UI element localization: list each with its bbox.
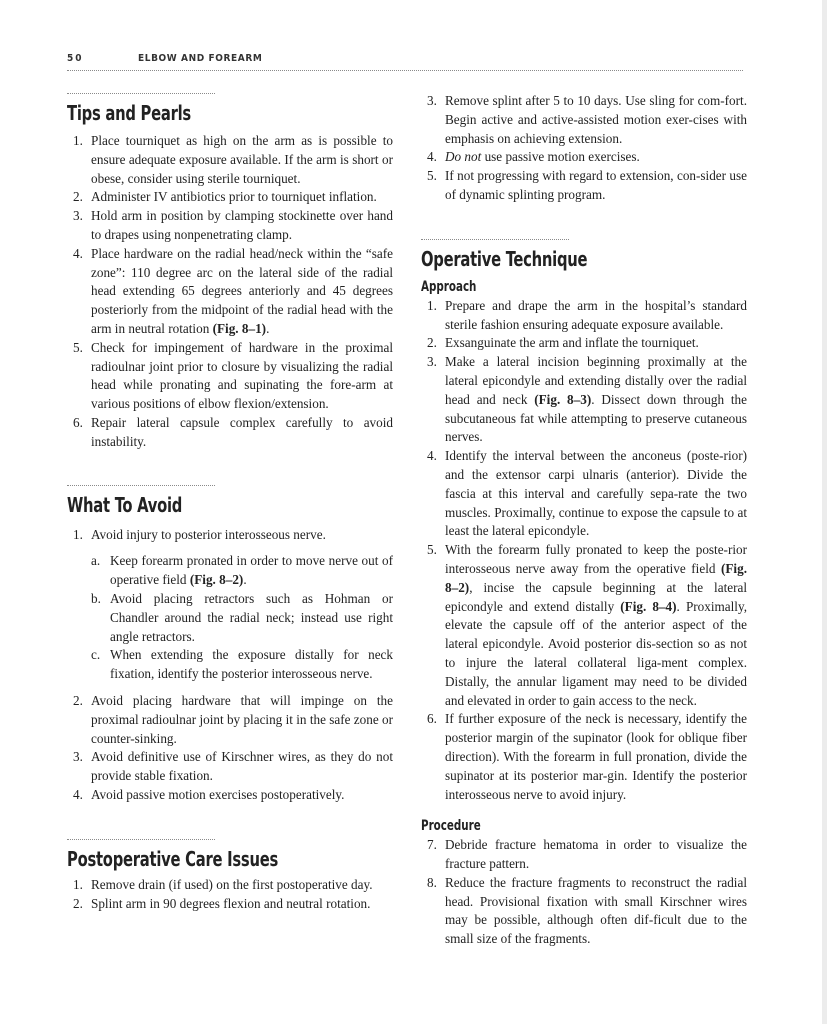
what-to-avoid-section xyxy=(67,485,393,805)
item-text: If not progressing with regard to extension, con-sider use of dynamic splinting program. xyxy=(445,168,747,202)
list-item xyxy=(67,245,393,339)
list-item xyxy=(421,334,747,353)
right-column xyxy=(421,92,747,949)
subsection-title-procedure: Procedure xyxy=(421,818,481,835)
figure-reference: (Fig. 8–1) xyxy=(212,320,267,336)
emphasis-text: Do not xyxy=(445,149,482,165)
section-divider xyxy=(421,239,569,240)
list-item xyxy=(67,414,393,452)
list-item xyxy=(421,836,747,874)
list-item xyxy=(67,552,393,590)
item-number: 3. xyxy=(73,749,83,765)
list-item xyxy=(421,167,747,205)
section-title: Tips and Pearls xyxy=(67,101,191,125)
page-number: 50 xyxy=(67,53,84,64)
item-number: 2. xyxy=(73,895,83,911)
item-text: Administer IV antibiotics prior to tourniquet inflation. xyxy=(91,189,377,205)
item-number: 4. xyxy=(73,786,83,802)
operative-technique-section xyxy=(421,239,747,949)
item-number: 2. xyxy=(73,189,83,205)
figure-reference: (Fig. 8–2) xyxy=(189,572,244,588)
figure-reference: (Fig. 8–3) xyxy=(534,391,592,407)
chapter-title: ELBOW AND FOREARM xyxy=(138,53,263,64)
section-divider xyxy=(67,485,215,486)
list-item xyxy=(421,353,747,447)
item-text: . Dissect down through the subcutaneous fat while attempting to preserve cutaneous nerves. xyxy=(445,391,747,445)
item-text: Check for impingement of hardware in the proximal radioulnar joint prior to closure by visualizing the radial head while pronating and supinating the fore-arm at various positions of elbow flexion/extension. xyxy=(91,339,393,412)
item-number: 3. xyxy=(427,354,437,370)
item-number: 5. xyxy=(427,542,437,558)
item-number: 1. xyxy=(73,876,83,892)
item-text: Place tourniquet as high on the arm as is possible to ensure adequate exposure available. If the arm is short or obese, consider using sterile tourniquet. xyxy=(91,133,393,186)
section-divider xyxy=(67,839,215,840)
list-item xyxy=(67,692,393,748)
item-text: Keep forearm pronated in order to move nerve out of operative field xyxy=(110,553,393,588)
item-number: 4. xyxy=(73,245,83,261)
item-number: 7. xyxy=(427,837,437,853)
approach-list xyxy=(421,297,747,805)
item-text: Remove splint after 5 to 10 days. Use sling for com-fort. Begin active and active-assisted motion exer-cises with emphasis on achieving extension. xyxy=(445,93,747,146)
postop-list xyxy=(67,876,393,914)
item-text: , incise the capsule beginning at the lateral epicondyle and extend distally xyxy=(445,579,747,614)
list-item xyxy=(67,207,393,245)
item-text: Avoid placing hardware that will impinge on the proximal radioulnar joint by placing it in the safe zone or counter-sinking. xyxy=(91,692,393,746)
list-item xyxy=(67,895,393,914)
list-item xyxy=(67,132,393,188)
item-text: With the forearm fully pronated to keep the poste-rior interosseous nerve away from the operative field xyxy=(445,542,747,576)
avoid-list xyxy=(67,526,393,545)
item-number: b. xyxy=(91,590,101,606)
item-text: Hold arm in position by clamping stockinette over hand to drapes using nonpenetrating clamp. xyxy=(91,208,393,242)
list-item xyxy=(421,710,747,804)
item-number: 1. xyxy=(73,526,83,542)
item-text: use passive motion exercises. xyxy=(481,149,640,165)
item-text: . xyxy=(266,320,270,336)
section-divider xyxy=(67,93,215,94)
list-item xyxy=(421,541,747,710)
item-number: 6. xyxy=(73,414,83,430)
item-number: c. xyxy=(91,647,101,663)
item-number: 8. xyxy=(427,874,437,890)
item-number: a. xyxy=(91,553,101,569)
item-text: Avoid placing retractors such as Hohman or Chandler around the radial neck; instead use right angle retractors. xyxy=(110,590,393,644)
item-text: Prepare and drape the arm in the hospital’s standard sterile fashion ensuring adequate exposure available. xyxy=(445,297,747,332)
item-text: Avoid passive motion exercises postoperatively. xyxy=(91,786,345,802)
section-title: Operative Technique xyxy=(421,246,588,271)
item-text: When extending the exposure distally for neck fixation, identify the posterior interosseous nerve. xyxy=(110,647,393,682)
item-text: Avoid definitive use of Kirschner wires, as they do not provide stable fixation. xyxy=(91,749,393,784)
item-number: 4. xyxy=(427,448,437,464)
tips-list xyxy=(67,132,393,452)
section-title: Postoperative Care Issues xyxy=(67,846,279,871)
subsection-title-approach: Approach xyxy=(421,278,477,295)
list-item xyxy=(67,786,393,805)
postop-list-continued xyxy=(421,92,747,205)
figure-reference: (Fig. 8–2) xyxy=(445,560,747,595)
item-number: 4. xyxy=(427,149,437,165)
list-item xyxy=(421,874,747,949)
item-number: 1. xyxy=(427,297,437,313)
header-divider xyxy=(67,70,743,71)
item-text: Reduce the fracture fragments to reconstruct the radial head. Provisional fixation with small Kirschner wires may be possible, although often dif-ficult due to the small size of the fragments. xyxy=(445,874,747,947)
item-number: 5. xyxy=(73,339,83,355)
figure-reference: (Fig. 8–4) xyxy=(620,598,677,614)
item-text: Repair lateral capsule complex carefully to avoid instability. xyxy=(91,414,393,449)
list-item xyxy=(67,188,393,207)
list-item xyxy=(67,526,393,545)
item-text: Identify the interval between the anconeus (poste-rior) and the extensor carpi ulnaris (anterior). Divide the fascia at this interval and carefully sepa-rate the two muscles. Proximally, continue to expose the capsule to at least the lateral epicondyle. xyxy=(445,448,747,539)
list-item xyxy=(421,92,747,148)
item-text: Exsanguinate the arm and inflate the tourniquet. xyxy=(445,335,699,351)
item-text: . xyxy=(243,572,247,588)
list-item xyxy=(67,646,393,684)
item-text: Splint arm in 90 degrees flexion and neutral rotation. xyxy=(91,895,371,911)
list-item xyxy=(421,447,747,541)
item-number: 2. xyxy=(427,335,437,351)
scrollbar-track[interactable] xyxy=(822,0,827,1024)
item-number: 5. xyxy=(427,168,437,184)
item-text: Place hardware on the radial head/neck within the “safe zone”: 110 degree arc on the lateral side of the radial head extending 65 degrees anteriorly and 45 degrees posteriorly from the midpoint of the radial head with the arm in neutral rotation xyxy=(91,245,393,336)
procedure-list xyxy=(421,836,747,949)
list-item xyxy=(421,148,747,167)
list-item xyxy=(67,748,393,786)
list-item xyxy=(67,339,393,414)
left-column xyxy=(67,93,393,913)
item-number: 6. xyxy=(427,711,437,727)
section-title: What To Avoid xyxy=(67,492,183,517)
list-item xyxy=(67,590,393,646)
item-number: 3. xyxy=(73,208,83,224)
item-text: Debride fracture hematoma in order to visualize the fracture pattern. xyxy=(445,837,747,872)
item-text: Avoid injury to posterior interosseous nerve. xyxy=(91,526,326,542)
list-item xyxy=(421,297,747,335)
item-number: 1. xyxy=(73,133,83,148)
list-item xyxy=(67,876,393,895)
item-number: 2. xyxy=(73,692,83,708)
avoid-sublist xyxy=(67,552,393,684)
item-number: 3. xyxy=(427,93,437,108)
item-text: If further exposure of the neck is necessary, identify the posterior margin of the supinator (look for oblique fiber direction). With the forearm in full pronation, divide the supinator at its posterior mar-gin. Identify the posterior interosseous nerve to avoid injury. xyxy=(445,711,747,802)
postoperative-care-section xyxy=(67,839,393,914)
item-text: Make a lateral incision beginning proximally at the lateral epicondyle and extending distally over the radial head and neck xyxy=(445,354,747,407)
item-text: Remove drain (if used) on the first postoperative day. xyxy=(91,876,373,892)
item-text: . Proximally, elevate the capsule off of the anterior aspect of the lateral epicondyle. Avoid posterior dis-section so as not to injure the lateral collateral liga-ment complex. Distally, the annular ligament may need to be divided and elevated in order to gain access to the neck. xyxy=(445,598,747,708)
avoid-list-continued xyxy=(67,692,393,805)
tips-and-pearls-section xyxy=(67,93,393,452)
